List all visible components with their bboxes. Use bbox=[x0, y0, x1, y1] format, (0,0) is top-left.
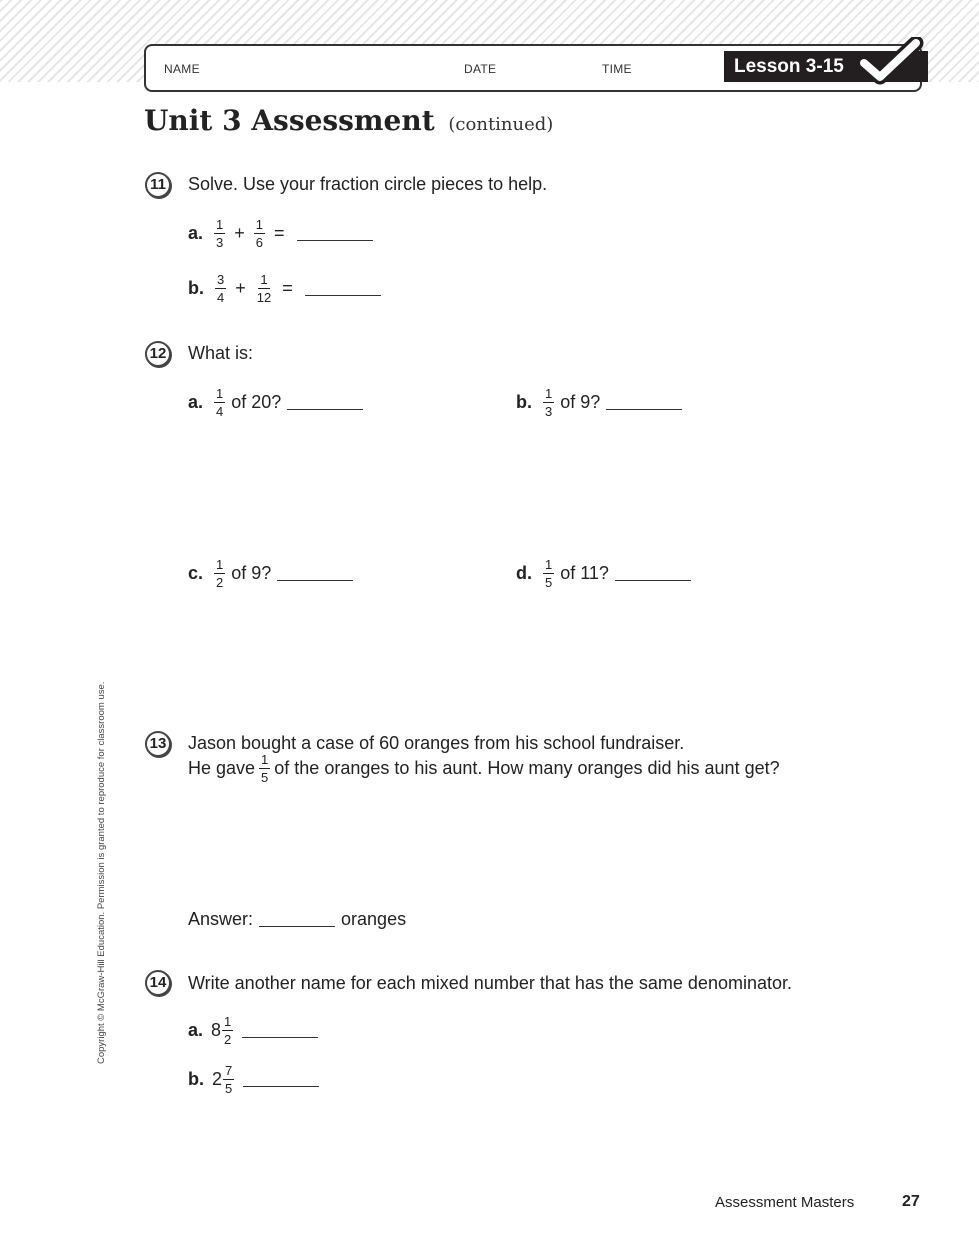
question-11-prompt: Solve. Use your fraction circle pieces to help. bbox=[188, 174, 548, 194]
question-12-prompt: What is: bbox=[188, 343, 254, 363]
question-13-line2 bbox=[188, 753, 780, 784]
part-label: b. bbox=[188, 278, 204, 298]
fraction: $\frac{1}{2}$ bbox=[216, 557, 224, 590]
answer-blank-12b[interactable] bbox=[606, 395, 682, 410]
part-label: a. bbox=[188, 392, 204, 412]
line2-pre: He gave bbox=[188, 758, 256, 778]
question-number-11: 11 bbox=[145, 172, 171, 198]
checkmark-icon bbox=[858, 37, 924, 87]
fraction: $\frac{1}{2}$ bbox=[224, 1014, 232, 1047]
fraction: $\frac{3}{4}$ bbox=[217, 272, 225, 305]
question-13-line1: Jason bought a case of 60 oranges from his school fundraiser. bbox=[188, 733, 685, 753]
fraction: $\frac{1}{4}$ bbox=[216, 386, 224, 419]
lesson-tab bbox=[724, 51, 928, 82]
answer-blank-11a[interactable] bbox=[297, 226, 373, 241]
page-title bbox=[144, 104, 553, 137]
line2-post: of the oranges to his aunt. How many oranges did his aunt get? bbox=[274, 758, 780, 778]
part-text: of 9? bbox=[560, 392, 601, 412]
page-number: 27 bbox=[902, 1193, 920, 1210]
lesson-label: Lesson 3-15 bbox=[734, 56, 844, 77]
question-14-prompt: Write another name for each mixed number that has the same denominator. bbox=[188, 973, 792, 993]
fraction: $\frac{1}{12}$ bbox=[256, 272, 272, 305]
question-12d bbox=[516, 558, 691, 589]
fraction: $\frac{1}{3}$ bbox=[545, 386, 553, 419]
answer-blank-14b[interactable] bbox=[243, 1072, 319, 1087]
part-text: of 20? bbox=[231, 392, 282, 412]
answer-unit: oranges bbox=[341, 909, 407, 929]
fraction: $\frac{1}{6}$ bbox=[255, 217, 263, 250]
whole-number: 8 bbox=[211, 1020, 222, 1040]
answer-blank-11b[interactable] bbox=[305, 281, 381, 296]
answer-blank-12a[interactable] bbox=[287, 395, 363, 410]
part-label: a. bbox=[188, 1020, 204, 1040]
whole-number: 2 bbox=[212, 1069, 223, 1089]
answer-label: Answer: bbox=[188, 909, 254, 929]
question-12b bbox=[516, 387, 682, 418]
name-label: NAME bbox=[164, 62, 200, 76]
date-label: DATE bbox=[464, 62, 497, 76]
fraction: $\frac{1}{3}$ bbox=[216, 217, 224, 250]
title-main: Unit 3 Assessment bbox=[144, 104, 435, 137]
question-12a bbox=[188, 387, 363, 418]
question-11a bbox=[188, 218, 373, 249]
part-label: b. bbox=[516, 392, 532, 412]
answer-blank-14a[interactable] bbox=[242, 1023, 318, 1038]
student-info-bar bbox=[144, 44, 922, 92]
equals-sign: = bbox=[274, 223, 285, 243]
question-14a bbox=[188, 1015, 318, 1046]
part-text: of 11? bbox=[560, 563, 609, 583]
fraction: $\frac{7}{5}$ bbox=[225, 1063, 233, 1096]
part-label: c. bbox=[188, 563, 204, 583]
answer-blank-12d[interactable] bbox=[615, 566, 691, 581]
part-label: b. bbox=[188, 1069, 204, 1089]
fraction: $\frac{1}{5}$ bbox=[261, 752, 269, 785]
question-11b bbox=[188, 273, 381, 304]
question-12c bbox=[188, 558, 353, 589]
part-text: of 9? bbox=[231, 563, 272, 583]
time-label: TIME bbox=[602, 62, 632, 76]
answer-blank-12c[interactable] bbox=[277, 566, 353, 581]
plus-sign: + bbox=[234, 223, 245, 243]
question-14b bbox=[188, 1064, 319, 1095]
question-number-14: 14 bbox=[145, 970, 171, 996]
part-label: d. bbox=[516, 563, 532, 583]
plus-sign: + bbox=[235, 278, 246, 298]
title-sub: (continued) bbox=[448, 114, 554, 135]
question-13-answer bbox=[188, 909, 406, 930]
fraction: $\frac{1}{5}$ bbox=[545, 557, 553, 590]
question-number-12: 12 bbox=[145, 341, 171, 367]
footer-text: Assessment Masters bbox=[715, 1194, 855, 1211]
answer-blank-13[interactable] bbox=[259, 912, 335, 927]
copyright-notice: Copyright © McGraw-Hill Education. Permission is granted to reproduce for classroom use. bbox=[96, 681, 107, 1064]
question-number-13: 13 bbox=[145, 731, 171, 757]
part-label: a. bbox=[188, 223, 204, 243]
equals-sign: = bbox=[282, 278, 293, 298]
